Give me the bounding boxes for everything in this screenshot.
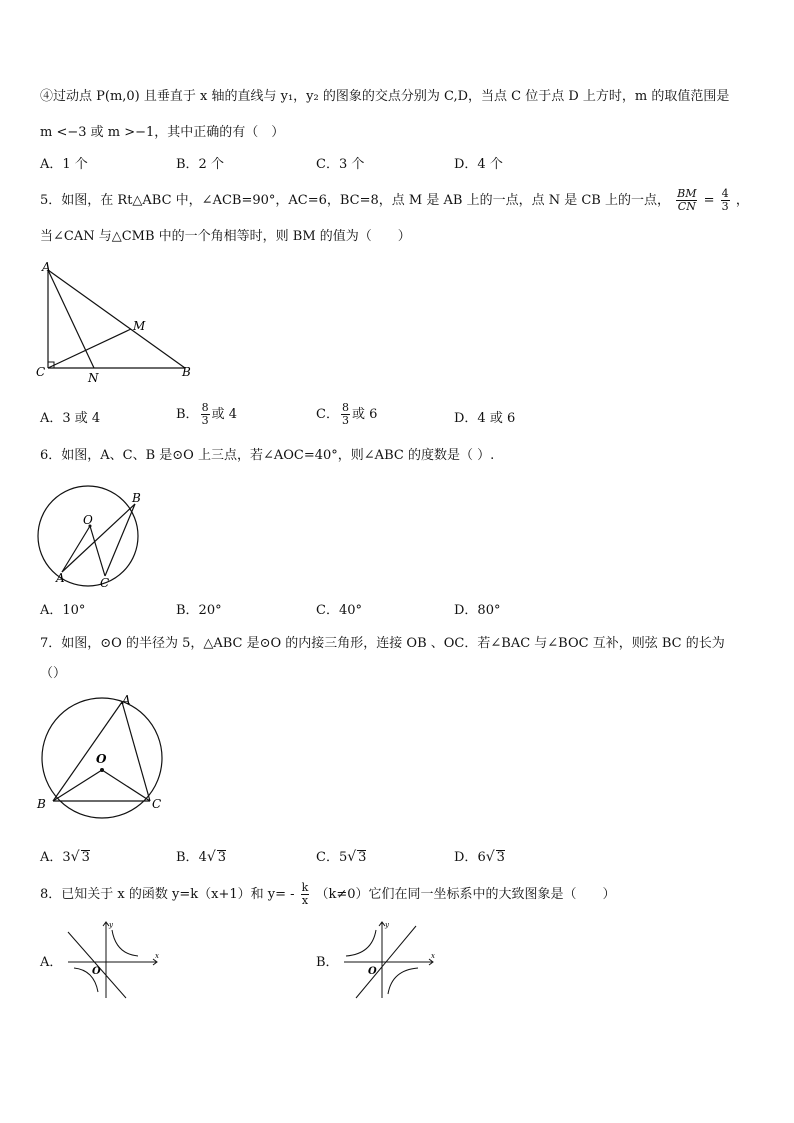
q6-label-b: B — [132, 491, 141, 505]
q7-circle-figure — [30, 690, 180, 820]
q8-graph-a — [62, 918, 162, 1000]
q8-b-y-label: y — [385, 921, 389, 929]
q5-label-c: C — [36, 365, 46, 379]
q7-option-d-radicand: 3 — [496, 850, 505, 865]
q5-option-c-suffix: 或 6 — [351, 407, 378, 422]
q6-label-a: A — [56, 571, 65, 585]
q7-option-d-prefix: D． — [454, 850, 478, 865]
q7-option-d — [454, 848, 505, 867]
q7-option-c-radicand: 3 — [358, 850, 367, 865]
q5-right-triangle-figure — [30, 258, 200, 388]
q7-option-d-coef: 6 — [477, 850, 486, 865]
q5-option-b-fraction — [201, 402, 210, 427]
q5-option-b-prefix: B． — [176, 407, 199, 422]
q4-option-a: A．1 个 — [40, 157, 88, 172]
q5-eq: = — [703, 193, 715, 208]
q8-graph-b — [338, 918, 438, 1000]
q6-circle-figure — [30, 482, 160, 592]
q8-option-a-label: A． — [40, 955, 63, 970]
q7-option-a-prefix: A． — [40, 850, 63, 865]
q5-ratio-fraction — [676, 188, 697, 213]
q5-option-b-den: 3 — [201, 414, 209, 427]
q5-label-m: M — [133, 319, 146, 333]
q5-option-d: D．4 或 6 — [454, 411, 516, 426]
q6-question: 6．如图，A、C、B 是⊙O 上三点，若∠AOC=40°，则∠ABC 的度数是（ ）. — [40, 448, 495, 463]
q7-option-a — [40, 848, 90, 867]
sqrt-icon: √ — [485, 849, 495, 865]
q7-option-a-coef: 3 — [62, 850, 71, 865]
q5-option-c-prefix: C． — [316, 407, 339, 422]
q5-option-c — [316, 402, 377, 428]
q7-line2: （） — [40, 666, 67, 681]
q5-text-post: ， — [735, 193, 749, 208]
q6-label-o: O — [83, 513, 93, 527]
q4-option-c: C．3 个 — [316, 157, 365, 172]
q8-b-origin-label: O — [368, 966, 377, 977]
q5-option-b — [176, 402, 237, 428]
q4-line1: ④过动点 P(m,0) 且垂直于 x 轴的直线与 y₁，y₂ 的图象的交点分别为 C,D，当点 C 位于点 D 上方时，m 的取值范围是 — [40, 89, 730, 104]
q8-text-pre: 8．已知关于 x 的函数 y=k（x+1）和 y= - — [40, 887, 295, 902]
q7-label-o: O — [96, 752, 107, 766]
q7-label-a: A — [122, 693, 131, 707]
q8-text-post: （k≠0）它们在同一坐标系中的大致图象是（ ） — [315, 887, 616, 902]
q6-label-c: C — [100, 576, 110, 590]
q8-a-origin-label: O — [92, 966, 101, 977]
q7-option-c-prefix: C． — [316, 850, 339, 865]
q5-value-num: 4 — [721, 187, 729, 200]
sqrt-icon: √ — [70, 849, 80, 865]
q5-text-pre: 5．如图，在 Rt△ABC 中，∠ACB=90°，AC=6，BC=8，点 M 是 AB 上的一点，点 N 是 CB 上的一点， — [40, 193, 670, 208]
sqrt-icon: √ — [206, 849, 216, 865]
q5-value-den: 3 — [721, 200, 729, 213]
q7-label-b: B — [37, 797, 46, 811]
q7-line1: 7．如图，⊙O 的半径为 5，△ABC 是⊙O 的内接三角形，连接 OB 、OC．若∠BAC 与∠BOC 互补，则弦 BC 的长为 — [40, 636, 725, 651]
q7-label-c: C — [152, 797, 162, 811]
q8-a-x-label: x — [155, 952, 159, 960]
q6-option-d: D．80° — [454, 603, 501, 618]
q7-option-b-coef: 4 — [198, 850, 207, 865]
q5-option-c-num: 8 — [341, 401, 349, 414]
q7-option-c — [316, 848, 366, 867]
q5-line1 — [40, 188, 749, 214]
q8-fraction — [301, 882, 310, 907]
q5-option-c-den: 3 — [341, 414, 349, 427]
q7-option-b — [176, 848, 226, 867]
q7-option-b-radicand: 3 — [217, 850, 227, 865]
q7-option-a-radicand: 3 — [81, 850, 90, 865]
sqrt-icon: √ — [347, 849, 357, 865]
q5-label-a: A — [42, 260, 51, 274]
q5-ratio-num: BM — [677, 187, 697, 200]
q4-option-d: D．4 个 — [454, 157, 503, 172]
q6-option-c: C．40° — [316, 603, 362, 618]
q5-option-b-num: 8 — [201, 401, 209, 414]
q5-option-b-suffix: 或 4 — [211, 407, 237, 422]
q5-option-a: A．3 或 4 — [40, 411, 101, 426]
q8-option-b-label: B． — [316, 955, 339, 970]
q8-question — [40, 880, 616, 910]
q4-line2: m <−3 或 m >−1，其中正确的有（ ） — [40, 125, 285, 140]
q8-a-y-label: y — [109, 921, 113, 929]
q5-ratio-den: CN — [677, 200, 696, 213]
q5-option-c-fraction — [341, 402, 350, 427]
q5-label-n: N — [88, 371, 99, 385]
q4-option-b: B．2 个 — [176, 157, 224, 172]
q8-frac-den: x — [301, 894, 309, 907]
q8-b-x-label: x — [431, 952, 435, 960]
q7-option-b-prefix: B． — [176, 850, 199, 865]
q7-option-c-coef: 5 — [338, 850, 348, 865]
q5-label-b: B — [182, 365, 191, 379]
q5-line2: 当∠CAN 与△CMB 中的一个角相等时，则 BM 的值为（ ） — [40, 229, 411, 244]
q6-option-a: A．10° — [40, 603, 86, 618]
q6-option-b: B．20° — [176, 603, 222, 618]
q8-frac-num: k — [301, 881, 309, 894]
q5-value-fraction — [721, 188, 730, 213]
